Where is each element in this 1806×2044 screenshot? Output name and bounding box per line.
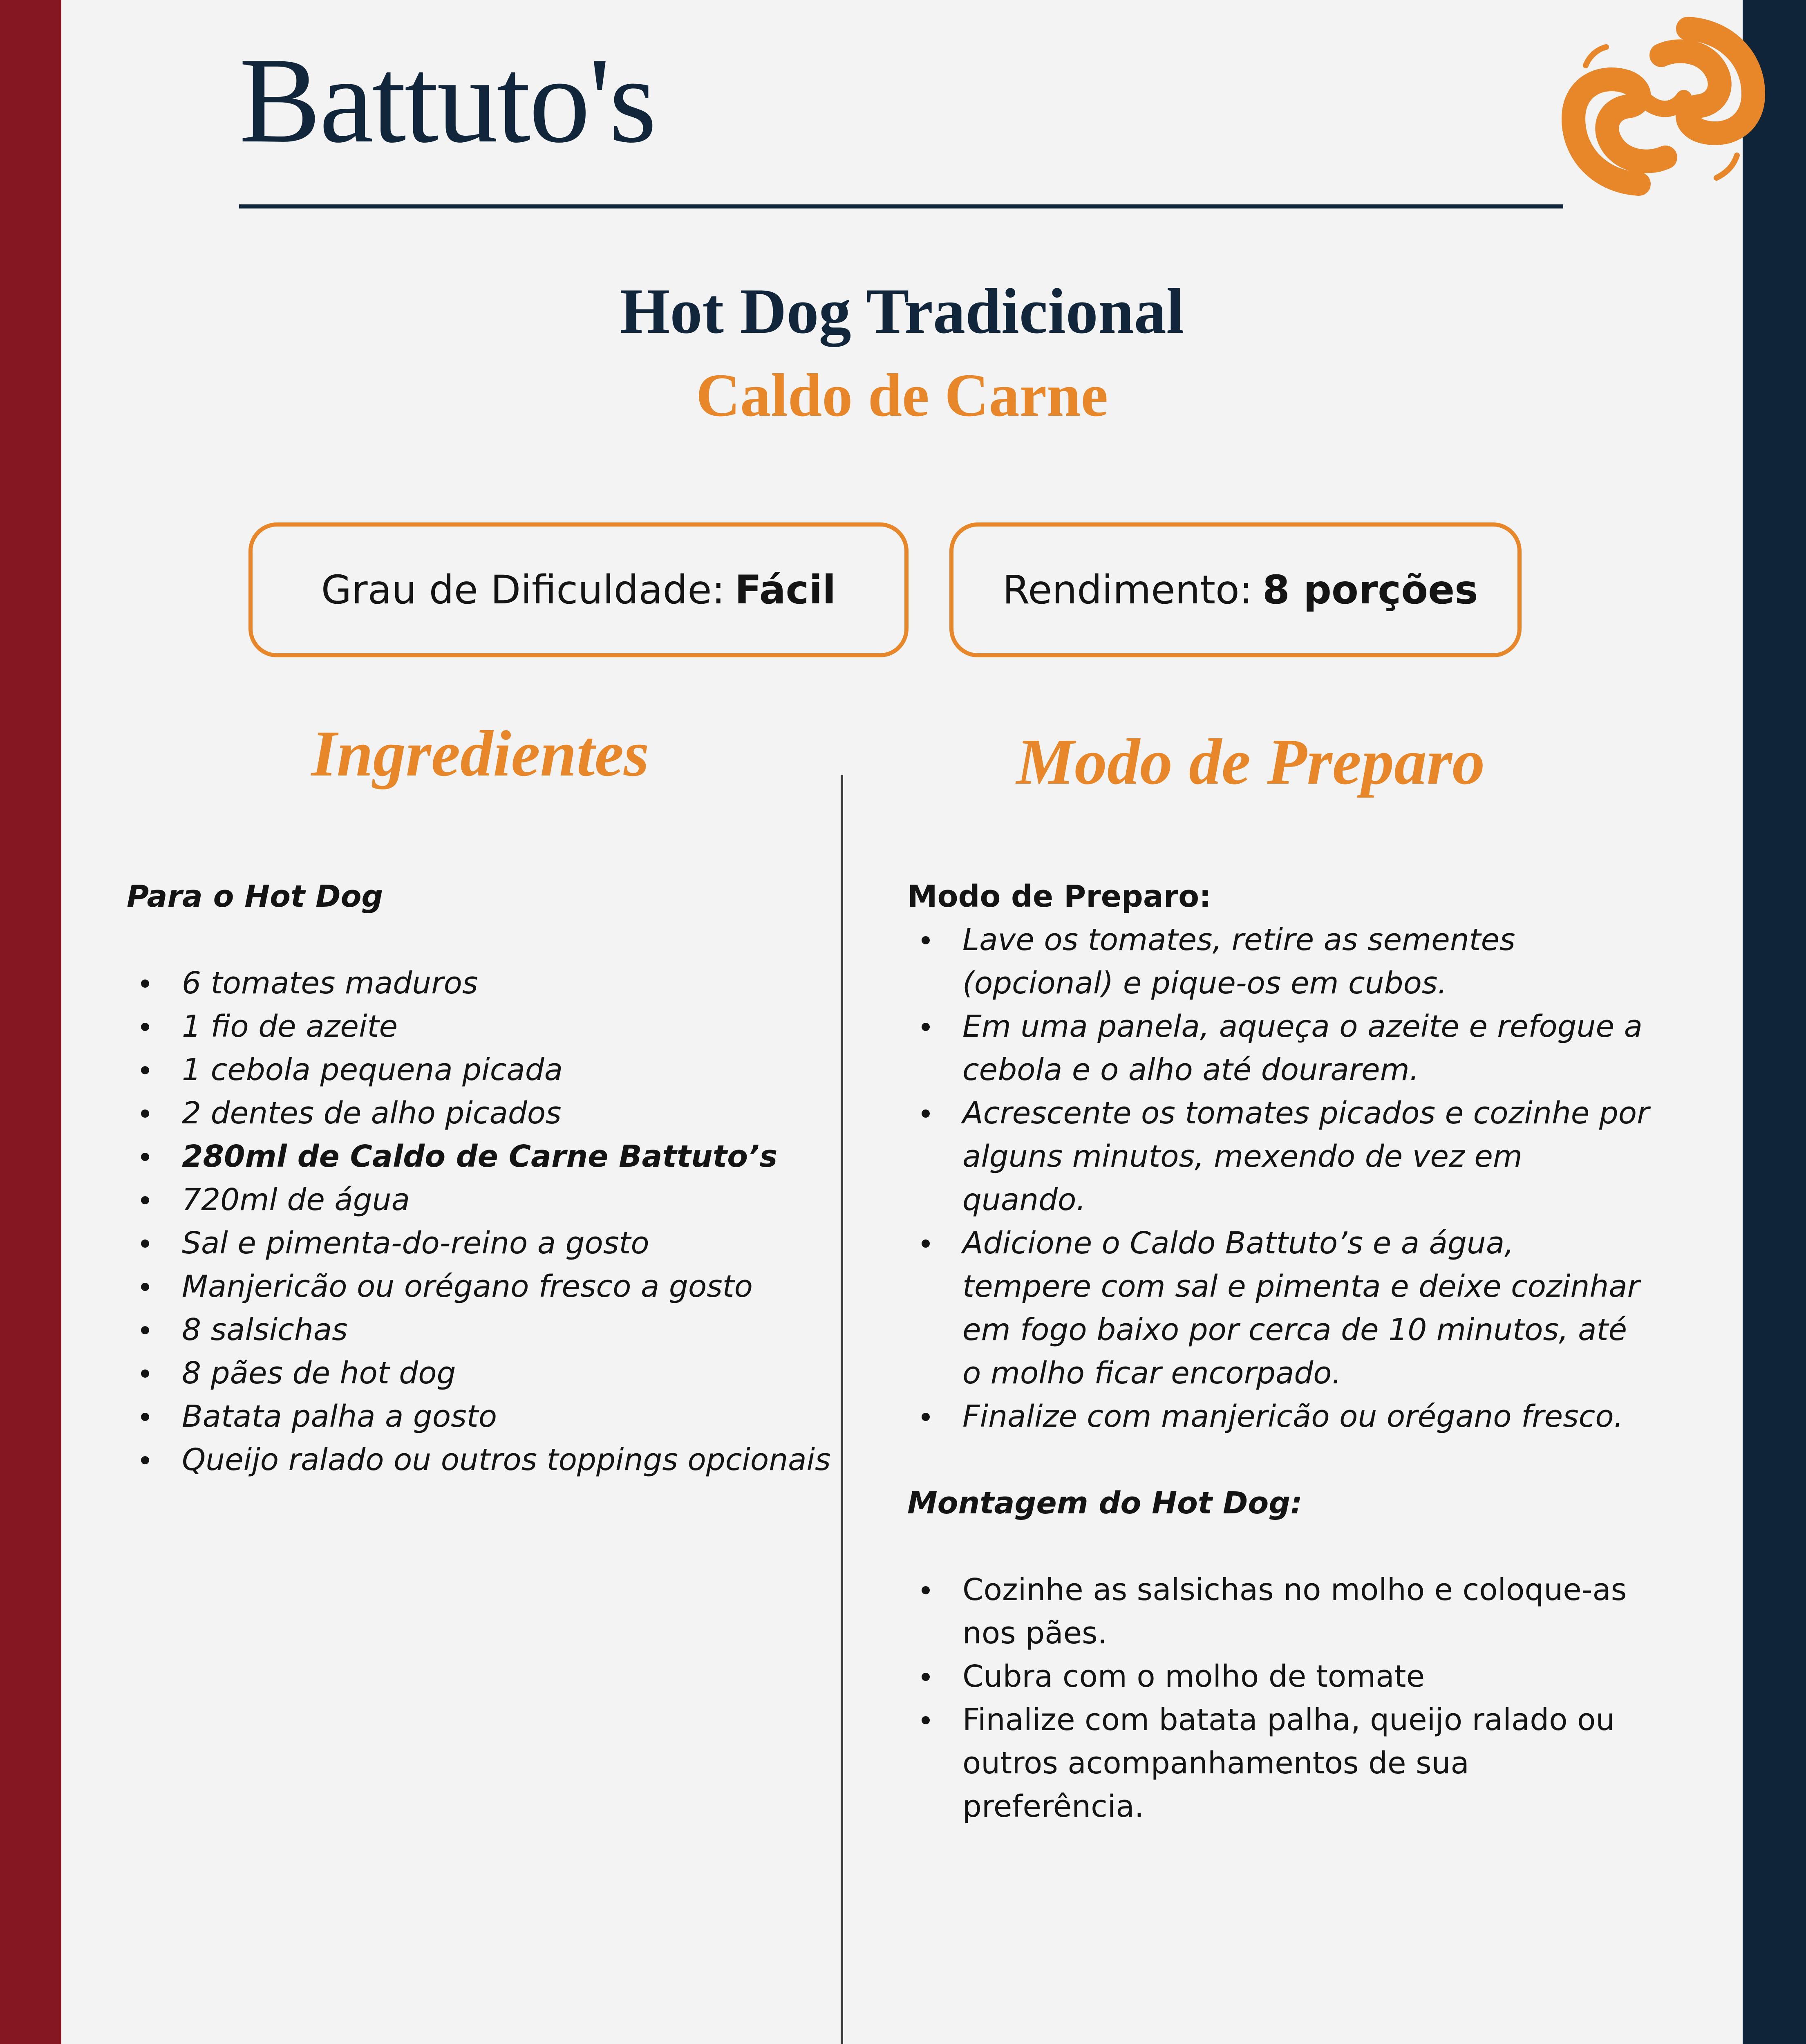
ingredient-item: 1 cebola pequena picada (127, 1048, 838, 1091)
brand-logo: Battuto's (239, 32, 656, 168)
orange-swirl-icon (1561, 16, 1766, 196)
yield-badge (949, 522, 1522, 657)
ingredient-item: Queijo ralado ou outros toppings opcionais (127, 1438, 838, 1481)
preparation-steps-list (907, 918, 1651, 1438)
preparation-step: Adicione o Caldo Battuto’s e a água, tempere com sal e pimenta e deixe cozinhar em fogo baixo por cerca de 10 minutos, até o molho ficar encorpado. (907, 1221, 1651, 1395)
preparation-section-title: Modo de Preparo: (907, 879, 1211, 914)
ingredient-item: Manjericão ou orégano fresco a gosto (127, 1265, 838, 1308)
ingredient-item: 2 dentes de alho picados (127, 1091, 838, 1135)
preparation-step: Acrescente os tomates picados e cozinhe por alguns minutos, mexendo de vez em quando. (907, 1091, 1651, 1221)
preparation-section (907, 875, 1651, 1828)
yield-value: 8 porções (1262, 567, 1478, 613)
preparation-step: Lave os tomates, retire as sementes (opcional) e pique-os em cubos. (907, 918, 1651, 1005)
ingredient-item: Batata palha a gosto (127, 1395, 838, 1438)
ingredient-item: Sal e pimenta-do-reino a gosto (127, 1221, 838, 1265)
ingredients-heading: Ingredientes (311, 717, 649, 790)
ingredient-item-highlight: 280ml de Caldo de Carne Battuto’s (127, 1135, 838, 1178)
left-color-band (0, 0, 61, 2044)
column-divider (841, 775, 843, 2044)
difficulty-badge (248, 522, 909, 657)
recipe-title: Hot Dog Tradicional (620, 276, 1184, 347)
ingredients-section (127, 875, 838, 1481)
assembly-step: Cozinhe as salsichas no molho e coloque-as nos pães. (907, 1568, 1651, 1655)
preparation-step: Finalize com manjericão ou orégano fresco. (907, 1395, 1651, 1438)
assembly-section-title: Montagem do Hot Dog: (907, 1486, 1302, 1521)
ingredient-item: 720ml de água (127, 1178, 838, 1221)
ingredient-item: 8 pães de hot dog (127, 1351, 838, 1395)
ingredient-item: 1 fio de azeite (127, 1005, 838, 1048)
yield-label: Rendimento: (1003, 567, 1253, 613)
difficulty-value: Fácil (734, 567, 836, 613)
right-color-band (1743, 0, 1806, 2044)
assembly-step: Finalize com batata palha, queijo ralado ou outros acompanhamentos de sua preferência. (907, 1698, 1651, 1828)
ingredient-item: 8 salsichas (127, 1308, 838, 1351)
ingredient-item: 6 tomates maduros (127, 961, 838, 1005)
assembly-steps-list (907, 1568, 1651, 1828)
header-divider (239, 204, 1563, 208)
assembly-step: Cubra com o molho de tomate (907, 1655, 1651, 1698)
preparation-step: Em uma panela, aqueça o azeite e refogue a cebola e o alho até dourarem. (907, 1005, 1651, 1091)
ingredients-list (127, 961, 838, 1481)
ingredients-section-title: Para o Hot Dog (127, 879, 383, 914)
recipe-subtitle: Caldo de Carne (696, 361, 1108, 429)
preparation-heading: Modo de Preparo (1016, 725, 1485, 798)
difficulty-label: Grau de Dificuldade: (321, 567, 725, 613)
